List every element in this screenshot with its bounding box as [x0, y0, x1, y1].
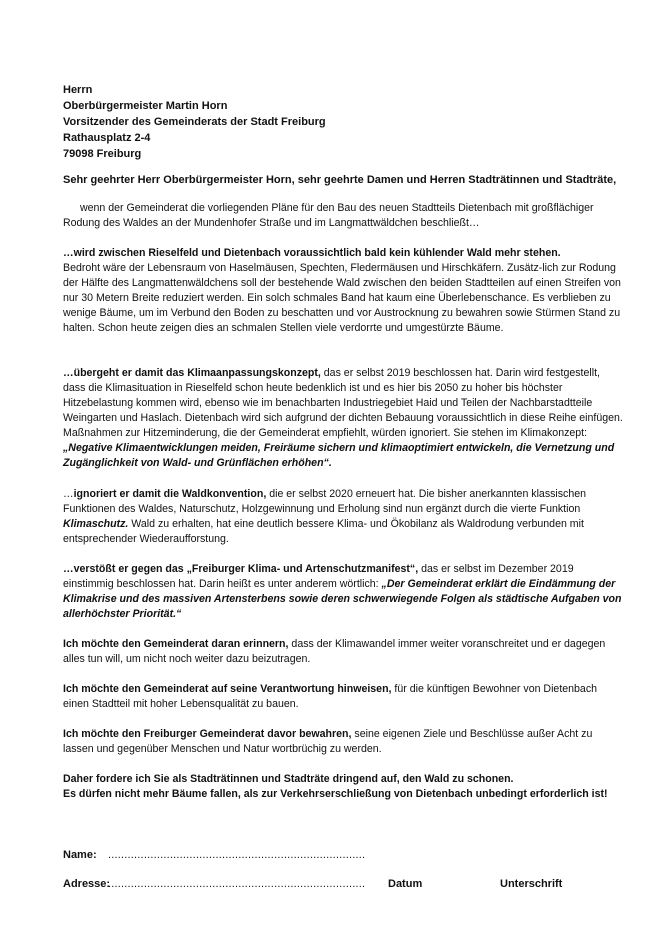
paragraph-manifesto — [63, 562, 623, 622]
paragraph-lead: …verstößt er gegen das „Freiburger Klima- und Artenschutzmanifest“, — [63, 563, 419, 575]
address-field[interactable] — [63, 877, 366, 892]
paragraph-quote: „Negative Klimaentwicklungen meiden, Freiräume sichern und klimaoptimiert entwickeln, die Vernetzung und Zugänglichkeit von Wald- und Grünflächen erhöhen“. — [63, 442, 615, 469]
signature-label: Unterschrift — [500, 878, 563, 890]
paragraph-lead-prefix: … — [63, 488, 74, 500]
paragraph-lead: …wird zwischen Rieselfeld und Dietenbach voraussichtlich bald kein kühlender Wald mehr stehen. — [63, 247, 561, 259]
recipient-address — [63, 82, 326, 162]
paragraph-forest-convention — [63, 487, 623, 547]
paragraph-climate-concept — [63, 366, 623, 471]
paragraph-lead: Ich möchte den Freiburger Gemeinderat davor bewahren, — [63, 728, 352, 740]
paragraph-text: seine eigenen Ziele und Beschlüsse außer Acht zu lassen und gegenüber Menschen und Natur wortbrüchig zu werden. — [63, 728, 593, 755]
intro-paragraph: wenn der Gemeinderat die vorliegenden Pläne für den Bau des neuen Stadtteils Dietenbach mit großflächiger Rodung des Waldes an der Mundenhofer Straße und im Langmattwäldchen beschließt… — [63, 202, 594, 229]
name-dotted-line: ............................................................................... — [108, 849, 366, 861]
paragraph-text: das er selbst im Dezember 2019 einstimmig beschlossen hat. Darin heißt es unter anderem wörtlich: — [63, 563, 574, 590]
address-line: 79098 Freiburg — [63, 148, 142, 160]
paragraph-text: das er selbst 2019 beschlossen hat. Darin wird festgestellt, dass die Klimasituation in Rieselfeld schon heute bedenklich ist und es hier bis 2050 zu hoher bis höchster Hitzebelastung kommen wird, ebenso wie im benachbarten Industriegebiet Haid und Teilen der Nachbarstadtteile Weingarten und Haslach. Dietenbach wird sich aufgrund der dichten Bebauung voraussichtlich in diese Reihe einfügen. Maßnahmen zur Hitzeminderung, die der Gemeinderat empfiehlt, würden ignoriert. Sie stehen im Klimakonzept: — [63, 367, 623, 439]
address-dotted-line: ............................................................................... — [108, 878, 366, 890]
paragraph-text: die er selbst 2020 erneuert hat. Die bisher anerkannten klassischen Funktionen des Waldes, Naturschutz, Holzgewinnung und Erholung sind nun ergänzt durch die vierte Funktion — [63, 488, 587, 515]
closing-demand — [63, 772, 623, 802]
paragraph-lead: Ich möchte den Gemeinderat auf seine Verantwortung hinweisen, — [63, 683, 392, 695]
paragraph-remind — [63, 637, 623, 667]
name-label: Name: — [63, 849, 97, 861]
paragraph-forest — [63, 246, 623, 336]
salutation: Sehr geehrter Herr Oberbürgermeister Horn, sehr geehrte Damen und Herren Stadträtinnen und Stadträte, — [63, 174, 617, 186]
closing-line: Daher fordere ich Sie als Stadträtinnen und Stadträte dringend auf, den Wald zu schonen. — [63, 773, 514, 785]
paragraph-lead: ignoriert er damit die Waldkonvention, — [73, 488, 267, 500]
paragraph-text: dass der Klimawandel immer weiter voranschreitet und er dagegen alles tun will, um nicht noch weiter dazu beizutragen. — [63, 638, 606, 665]
date-label: Datum — [388, 878, 423, 890]
address-line: Oberbürgermeister Martin Horn — [63, 100, 228, 112]
address-line: Rathausplatz 2-4 — [63, 132, 151, 144]
paragraph-text: Bedroht wäre der Lebensraum von Haselmäusen, Spechten, Fledermäusen und Hirschkäfern. Zusätz-lich zur Rodung der Hälfte des Langmattenwäldchens soll der bestehende Wald zwischen den beiden Stadtteilen auf einen Streifen von nur 30 Metern Breite reduziert werden. Ein solch schmales Band hat kaum eine Überlebenschance. Es verblieben zu wenige Bäume, um im Verbund den Boden zu beschatten und vor Austrocknung zu bewahren sowie Stürmen Stand zu halten. Schon heute zeigen dies an schmalen Stellen viele verdorrte und umgestürzte Bäume. — [63, 262, 621, 334]
address-line: Vorsitzender des Gemeinderats der Stadt Freiburg — [63, 116, 326, 128]
paragraph-text: für die künftigen Bewohner von Dietenbach einen Stadtteil mit hoher Lebensqualität zu bauen. — [63, 683, 598, 710]
paragraph-responsibility — [63, 682, 623, 712]
closing-line: Es dürfen nicht mehr Bäume fallen, als zur Verkehrserschließung von Dietenbach unbedingt erforderlich ist! — [63, 788, 608, 800]
name-field[interactable] — [63, 848, 366, 863]
paragraph-quote: „Der Gemeinderat erklärt die Eindämmung der Klimakrise und des massiven Artensterbens sowie deren schwerwiegende Folgen als städtische Aufgaben von allerhöchster Priorität.“ — [63, 578, 622, 620]
address-line: Herrn — [63, 84, 93, 96]
paragraph-emphasis: Klimaschutz. — [63, 518, 129, 530]
address-label: Adresse: — [63, 878, 111, 890]
paragraph-lead: Ich möchte den Gemeinderat daran erinnern, — [63, 638, 289, 650]
paragraph-lead: …übergeht er damit das Klimaanpassungskonzept, — [63, 367, 321, 379]
paragraph-text: Wald zu erhalten, hat eine deutlich bessere Klima- und Ökobilanz als Waldrodung verbunden mit entsprechender Wiederaufforstung. — [63, 518, 584, 545]
paragraph-protect — [63, 727, 623, 757]
